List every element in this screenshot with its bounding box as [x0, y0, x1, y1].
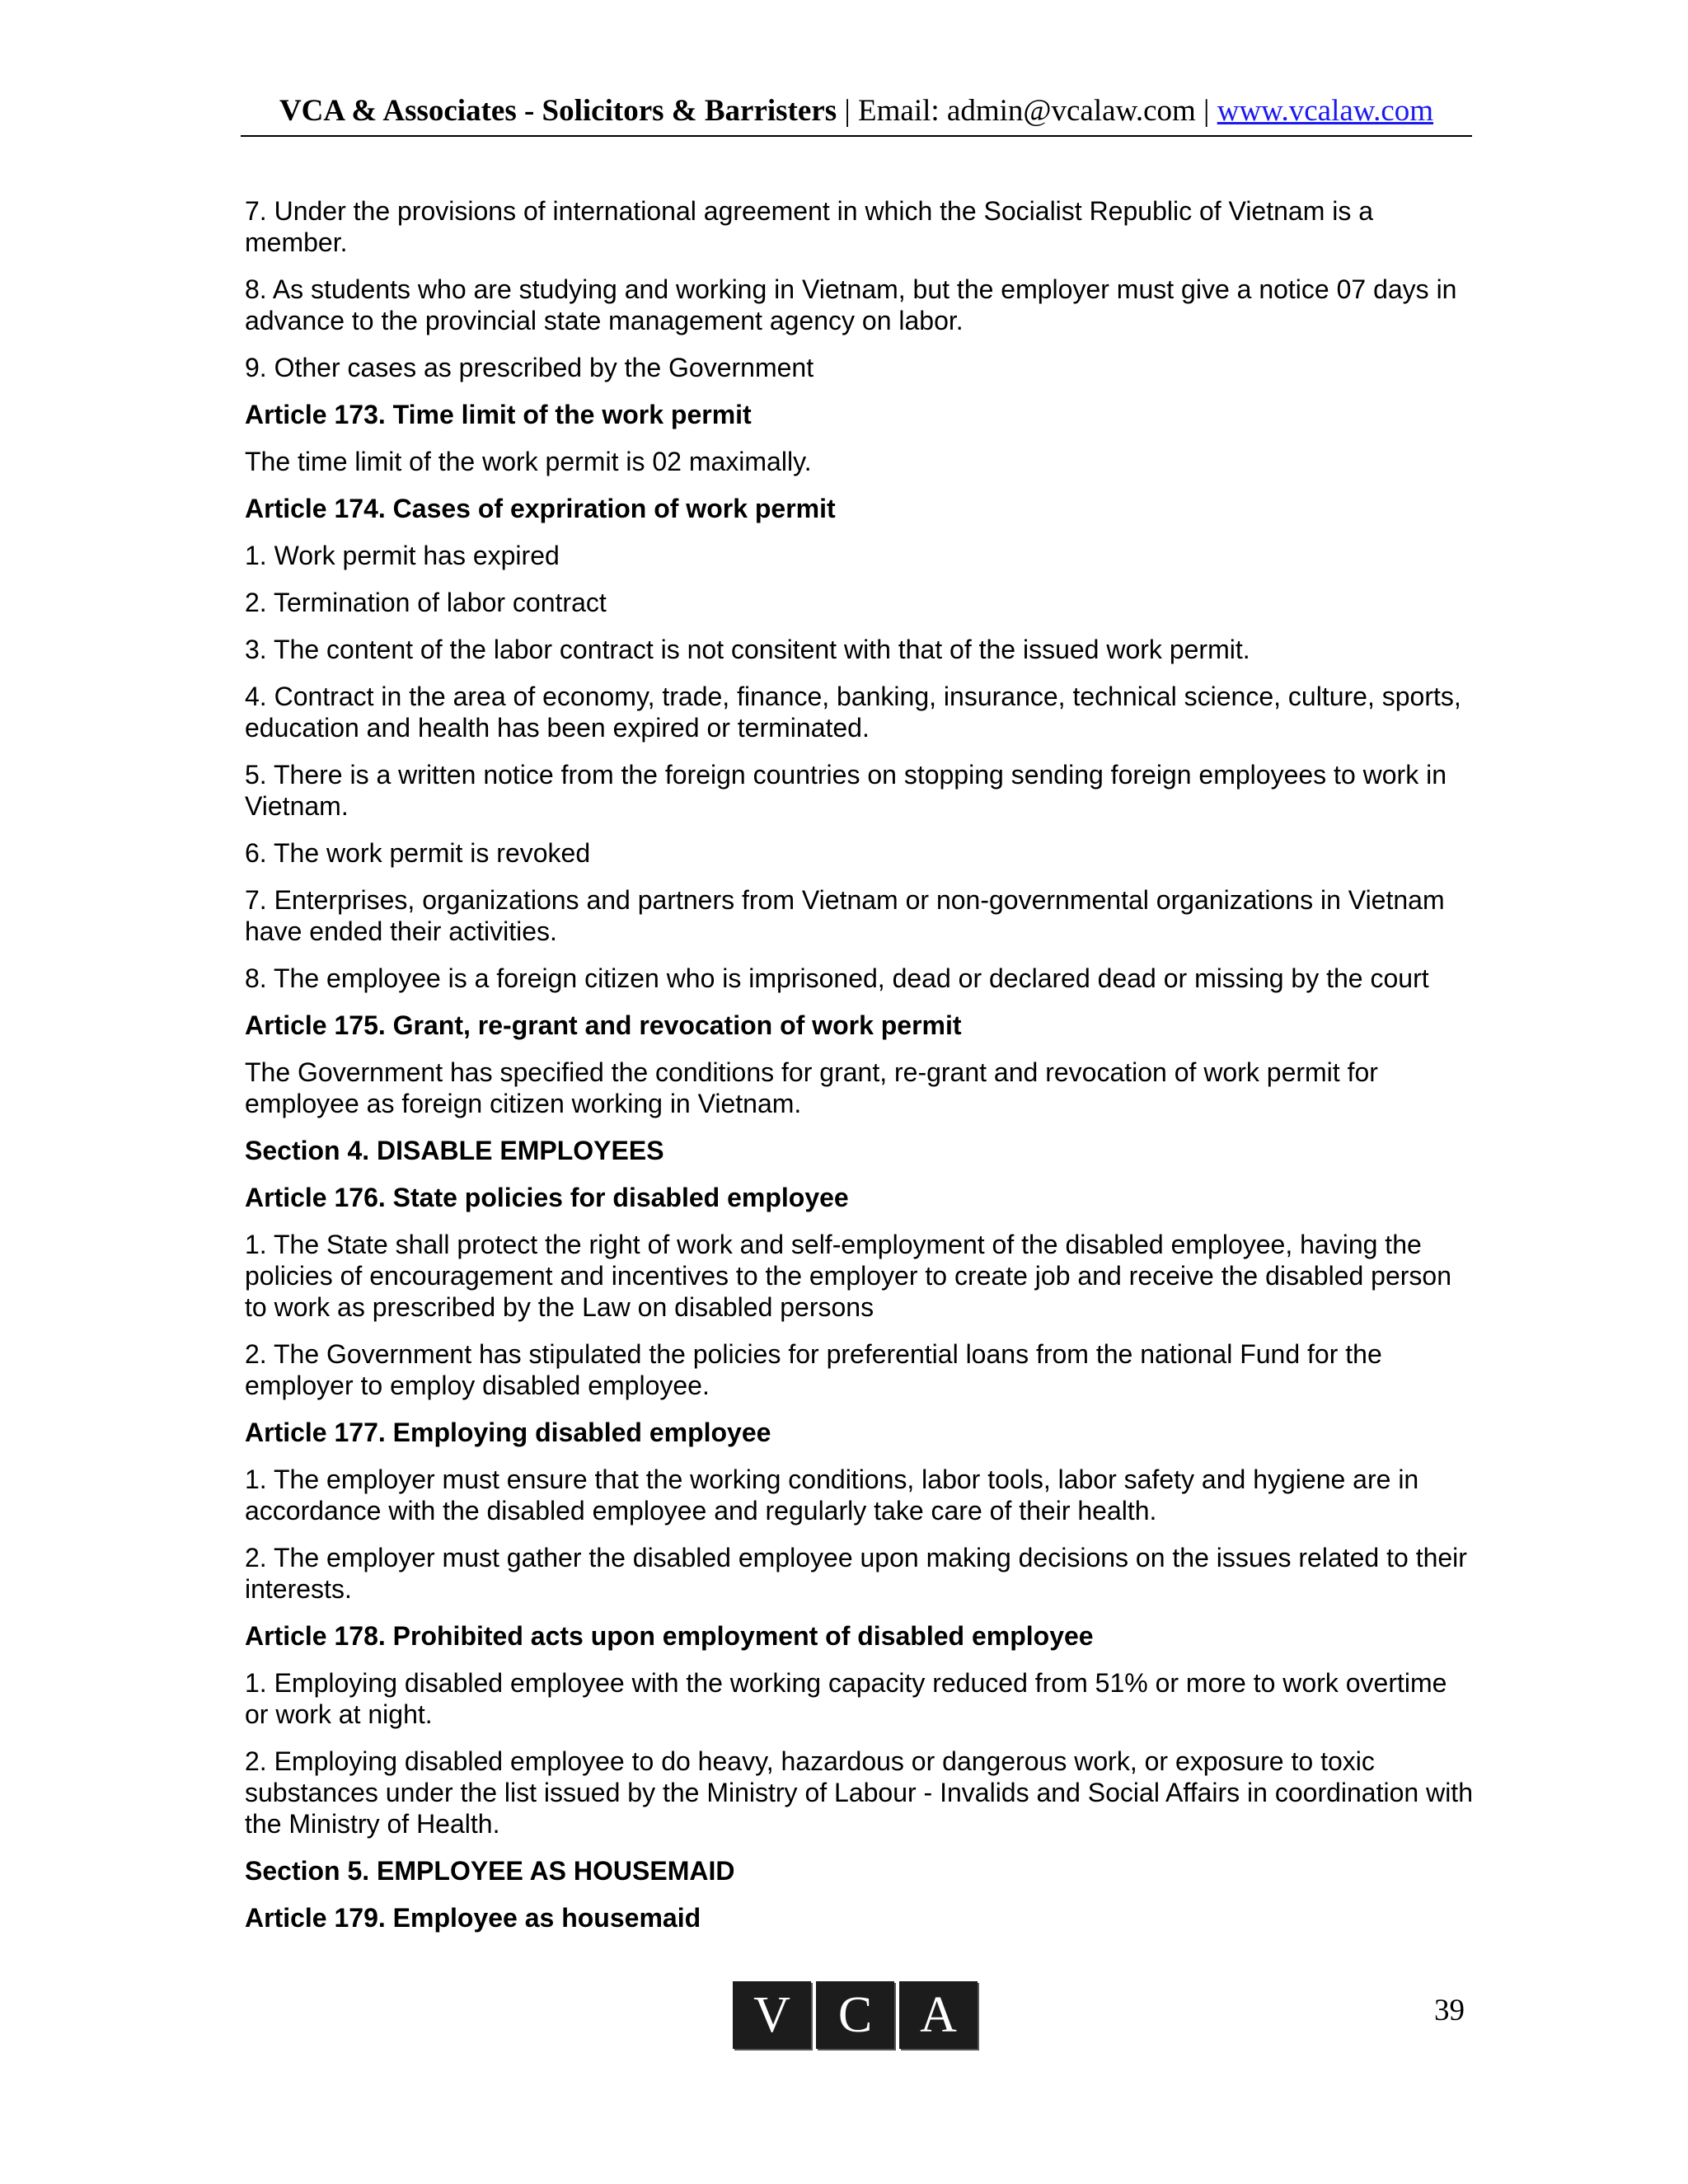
firm-name: VCA & Associates - Solicitors & Barristers: [279, 94, 837, 128]
heading: Article 173. Time limit of the work permit: [245, 400, 752, 429]
heading: Article 174. Cases of expriration of work permit: [245, 494, 836, 523]
paragraph: 1. Work permit has expired: [245, 541, 560, 570]
paragraph: 2. Termination of labor contract: [245, 588, 607, 617]
heading: Section 4. DISABLE EMPLOYEES: [245, 1136, 664, 1165]
page-number: 39: [1434, 1994, 1465, 2027]
paragraph: 2. The Government has stipulated the policies for preferential loans from the national Fund for the employer to employ disabled employee.: [245, 1339, 1382, 1400]
paragraph: 2. The employer must gather the disabled employee upon making decisions on the issues related to their interests.: [245, 1543, 1467, 1604]
paragraph: 7. Enterprises, organizations and partners from Vietnam or non-governmental organizations in Vietnam have ended their activities.: [245, 885, 1445, 946]
vca-logo: [733, 1981, 978, 2049]
logo-letter-c: C: [816, 1981, 894, 2049]
heading: Section 5. EMPLOYEE AS HOUSEMAID: [245, 1856, 735, 1886]
paragraph: 1. Employing disabled employee with the working capacity reduced from 51% or more to work overtime or work at night.: [245, 1668, 1447, 1729]
paragraph: 1. The employer must ensure that the working conditions, labor tools, labor safety and hygiene are in accordance with the disabled employee and regularly take care of their health.: [245, 1465, 1419, 1526]
heading: Article 176. State policies for disabled employee: [245, 1183, 849, 1212]
paragraph: 3. The content of the labor contract is not consitent with that of the issued work permit.: [245, 635, 1250, 664]
paragraph: 1. The State shall protect the right of work and self-employment of the disabled employee, having the policies of encouragement and incentives to the employer to create job and receive the disabled person to work as prescribed by the Law on disabled persons: [245, 1230, 1452, 1322]
paragraph: The time limit of the work permit is 02 maximally.: [245, 447, 812, 476]
paragraph: The Government has specified the conditions for grant, re-grant and revocation of work permit for employee as foreign citizen working in Vietnam.: [245, 1057, 1378, 1118]
paragraph: 7. Under the provisions of international agreement in which the Socialist Republic of Vietnam is a member.: [245, 196, 1374, 257]
document-body: [245, 195, 1473, 1949]
paragraph: 8. The employee is a foreign citizen who is imprisoned, dead or declared dead or missing by the court: [245, 963, 1429, 993]
heading: Article 179. Employee as housemaid: [245, 1903, 701, 1933]
paragraph: 9. Other cases as prescribed by the Government: [245, 353, 814, 382]
paragraph: 4. Contract in the area of economy, trade, finance, banking, insurance, technical science, culture, sports, education and health has been expired or terminated.: [245, 682, 1461, 743]
header-separator: |: [1195, 94, 1217, 128]
logo-letter-a: A: [899, 1981, 978, 2049]
heading: Article 178. Prohibited acts upon employment of disabled employee: [245, 1621, 1094, 1651]
page-header: [241, 92, 1472, 137]
paragraph: 2. Employing disabled employee to do heavy, hazardous or dangerous work, or exposure to toxic substances under the list issued by the Ministry of Labour - Invalids and Social Affairs in coordination with the Ministry of Health.: [245, 1746, 1473, 1839]
paragraph: 5. There is a written notice from the foreign countries on stopping sending foreign employees to work in Vietnam.: [245, 760, 1447, 821]
paragraph: 8. As students who are studying and working in Vietnam, but the employer must give a notice 07 days in advance to the provincial state management agency on labor.: [245, 274, 1457, 335]
paragraph: 6. The work permit is revoked: [245, 838, 591, 868]
website-link[interactable]: www.vcalaw.com: [1217, 94, 1434, 128]
heading: Article 177. Employing disabled employee: [245, 1418, 771, 1447]
header-separator: |: [837, 94, 859, 128]
logo-letter-v: V: [733, 1981, 811, 2049]
header-email: Email: admin@vcalaw.com: [858, 94, 1196, 128]
heading: Article 175. Grant, re-grant and revocation of work permit: [245, 1010, 962, 1040]
